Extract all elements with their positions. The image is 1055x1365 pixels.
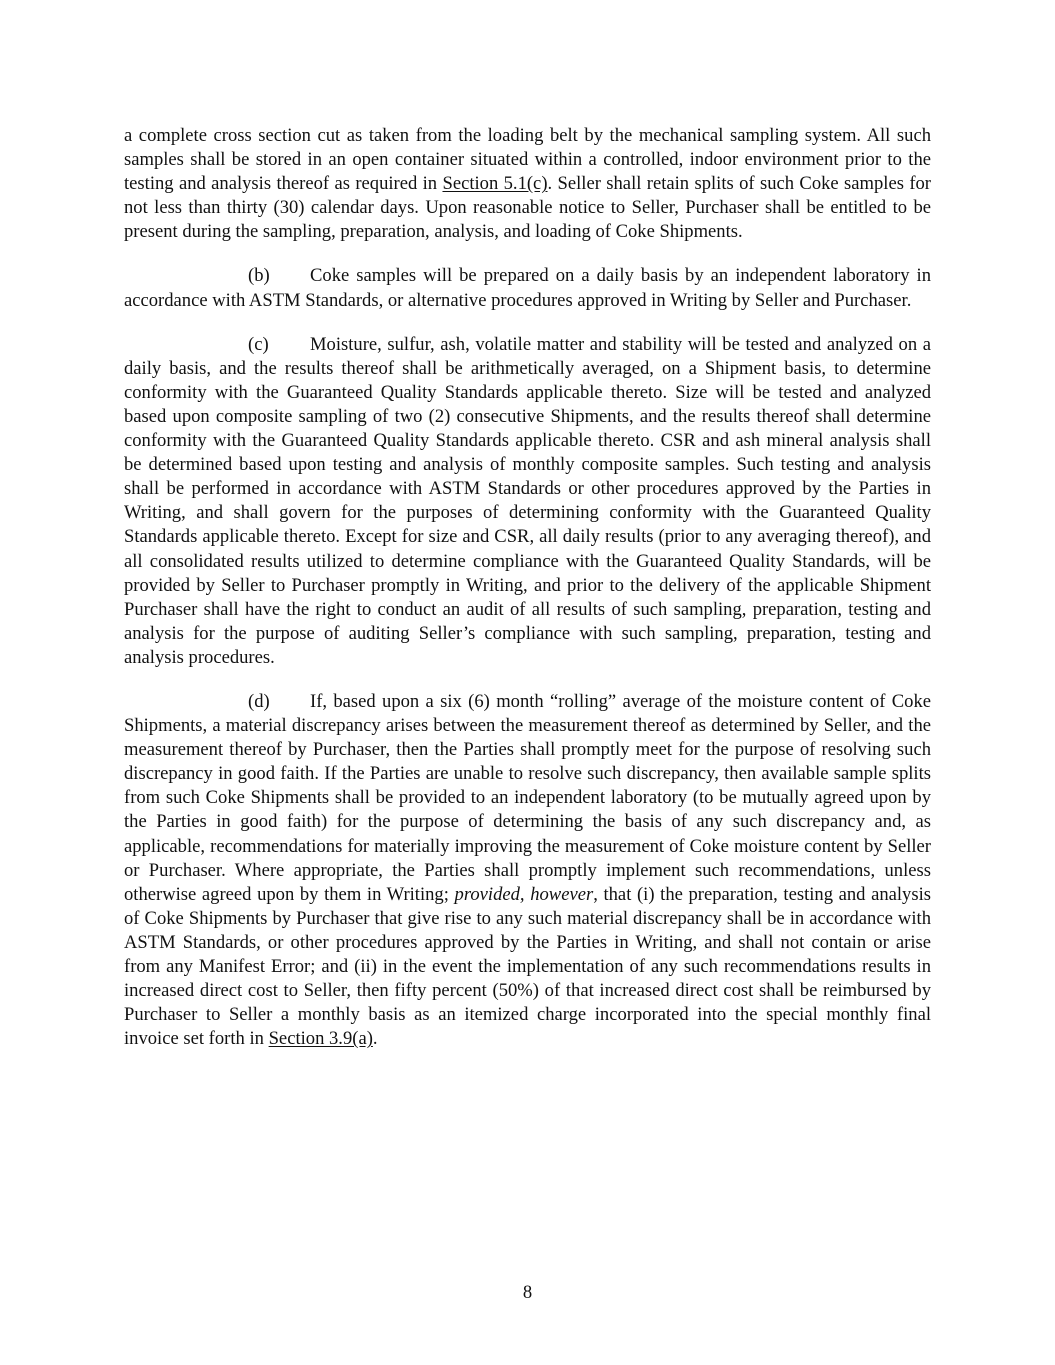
paragraph-label-c: (c) <box>248 333 269 355</box>
paragraph-c <box>124 333 931 670</box>
document-page <box>124 124 931 1051</box>
italic-proviso: provided, however <box>454 883 594 905</box>
paragraph-text: If, based upon a six (6) month “rolling” average of the moisture content of Coke Shipments, a material discrepancy arises between the measurement thereof as determined by Seller, and the measurement thereof by Purchaser, then the Parties shall promptly meet for the purpose of resolving such discrepancy in good faith. If the Parties are unable to resolve such discrepancy, then available sample splits from such Coke Shipments shall be provided to an independent laboratory (to be mutually agreed upon by the Parties in good faith) for the purpose of determining the basis of any such discrepancy and, as applicable, recommendations for materially improving the measurement of Coke moisture content by Seller or Purchaser. Where appropriate, the Parties shall promptly implement such recommendations, unless otherwise agreed upon by them in Writing; <box>124 690 931 905</box>
paragraph-b <box>124 264 931 312</box>
page-number: 8 <box>522 1282 533 1303</box>
paragraph-text: Moisture, sulfur, ash, volatile matter and stability will be tested and analyzed on a daily basis, and the results thereof shall be arithmetically averaged, on a Shipment basis, to determine conformity with the Guaranteed Quality Standards applicable thereto. Size will be tested and analyzed based upon composite sampling of two (2) consecutive Shipments, and the results thereof shall determine conformity with the Guaranteed Quality Standards applicable thereto. CSR and ash mineral analysis shall be determined based upon testing and analysis of monthly composite samples. Such testing and analysis shall be performed in accordance with ASTM Standards or other procedures approved by the Parties in Writing, and shall govern for the purposes of determining conformity with the Guaranteed Quality Standards applicable thereto. Except for size and CSR, all daily results (prior to any averaging thereof), and all consolidated results utilized to determine compliance with the Guaranteed Quality Standards, will be provided by Seller to Purchaser promptly in Writing, and prior to the delivery of the applicable Shipment Purchaser shall have the right to conduct an audit of all results of such sampling, preparation, testing and analysis for the purpose of auditing Seller’s compliance with such sampling, preparation, testing and analysis procedures. <box>124 333 931 668</box>
paragraph-label-d: (d) <box>248 690 270 712</box>
paragraph-text: , that (i) the preparation, testing and analysis of Coke Shipments by Purchaser that give rise to any such material discrepancy shall be in accordance with ASTM Standards, or other procedures approved by the Parties in Writing, and shall not contain or arise from any Manifest Error; and (ii) in the event the implementation of any such recommendations results in increased direct cost to Seller, then fifty percent (50%) of that increased direct cost shall be reimbursed by Purchaser to Seller a monthly basis as an itemized charge incorporated into the special monthly final invoice set forth in <box>124 883 931 1050</box>
paragraph-text: a complete cross section cut as taken from the loading belt by the mechanical sampling system. All such samples shall be stored in an open container situated within a controlled, indoor environment prior to the testing and analysis thereof as required in <box>124 125 931 195</box>
paragraph-text: . Seller shall retain splits of such Coke samples for not less than thirty (30) calendar days. Upon reasonable notice to Seller, Purchaser shall be entitled to be present during the sampling, preparation, analysis, and loading of Coke Shipments. <box>124 173 931 243</box>
paragraph-label-b: (b) <box>248 265 270 287</box>
section-reference-5-1-c[interactable]: Section 5.1(c) <box>442 173 548 195</box>
paragraph-text: . <box>372 1028 378 1050</box>
paragraph-text: Coke samples will be prepared on a daily basis by an independent laboratory in accordance with ASTM Standards, or alternative procedures approved in Writing by Seller and Purchaser. <box>124 265 931 311</box>
paragraph-a-continuation <box>124 124 931 244</box>
section-reference-3-9-a[interactable]: Section 3.9(a) <box>268 1028 373 1050</box>
paragraph-d <box>124 690 931 1051</box>
